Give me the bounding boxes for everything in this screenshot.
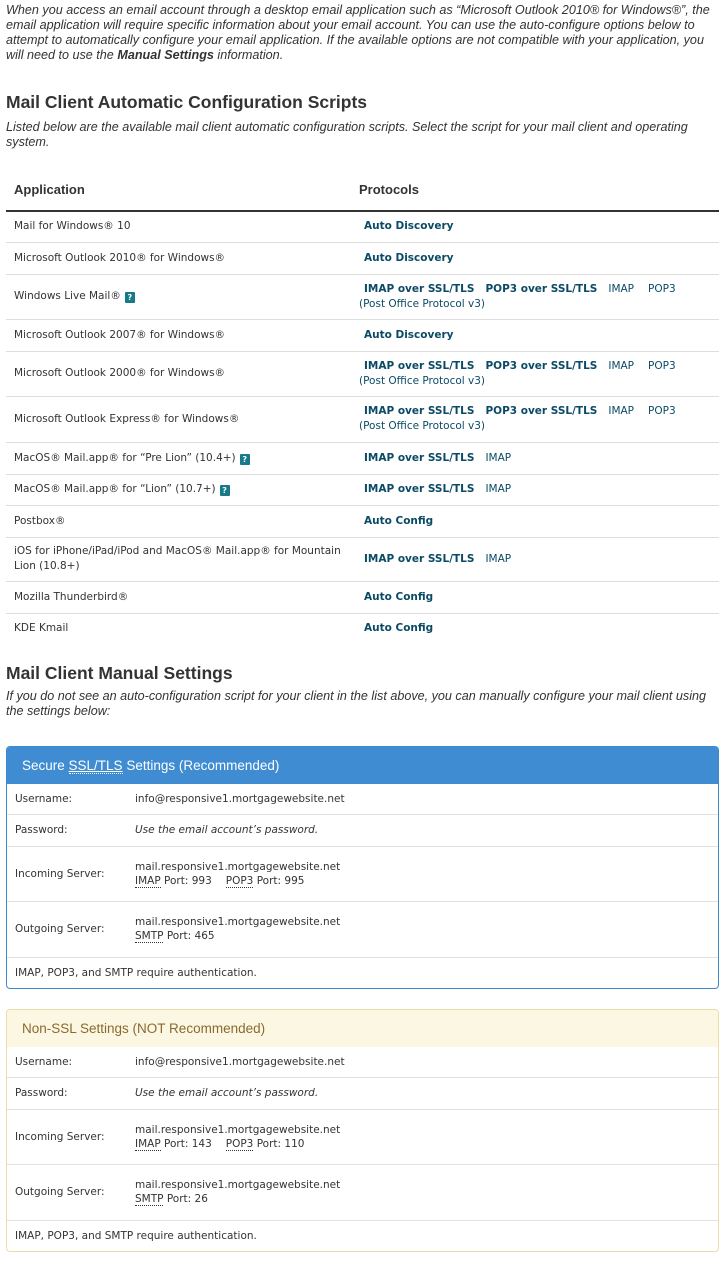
protocols-cell bbox=[351, 442, 719, 474]
imap-abbr: IMAP bbox=[135, 1137, 161, 1150]
app-name: Microsoft Outlook 2007® for Windows® bbox=[6, 319, 351, 351]
outgoing-value bbox=[127, 1164, 718, 1220]
help-icon[interactable]: ? bbox=[220, 485, 230, 496]
smtp-port: 26 bbox=[194, 1193, 208, 1205]
intro-paragraph bbox=[6, 3, 719, 63]
app-name: iOS for iPhone/iPad/iPod and MacOS® Mail.app® for Mountain Lion (10.8+) bbox=[6, 537, 351, 581]
app-name-cell bbox=[6, 442, 351, 474]
table-row bbox=[6, 474, 719, 505]
manual-settings-emphasis: Manual Settings bbox=[117, 48, 214, 62]
settings-row-incoming bbox=[7, 1109, 718, 1164]
table-row bbox=[6, 274, 719, 319]
password-value: Use the email account’s password. bbox=[127, 814, 718, 846]
outgoing-value bbox=[127, 901, 718, 957]
app-name: Windows Live Mail® bbox=[14, 290, 121, 302]
secure-settings-panel bbox=[6, 746, 719, 989]
protocols-cell bbox=[351, 351, 719, 396]
column-header-protocols: Protocols bbox=[351, 180, 719, 211]
port-label: Port: bbox=[163, 930, 195, 942]
port-label: Port: bbox=[163, 1193, 195, 1205]
outgoing-host: mail.responsive1.mortgagewebsite.net bbox=[135, 1179, 341, 1191]
manual-settings-description: If you do not see an auto-configuration script for your client in the list above, you can manually configure your mail client using the settings below: bbox=[6, 689, 707, 718]
app-name: Microsoft Outlook Express® for Windows® bbox=[6, 396, 351, 442]
panel-title-prefix: Secure bbox=[22, 758, 69, 773]
imap-link[interactable]: IMAP bbox=[485, 483, 512, 495]
app-name: Postbox® bbox=[6, 505, 351, 537]
settings-row-username bbox=[7, 784, 718, 814]
help-icon[interactable]: ? bbox=[125, 292, 135, 303]
incoming-label: Incoming Server: bbox=[7, 1109, 127, 1164]
imap-port: 993 bbox=[191, 874, 212, 887]
protocols-cell bbox=[351, 319, 719, 351]
auto-discovery-link[interactable]: Auto Discovery bbox=[364, 328, 454, 341]
protocols-cell bbox=[351, 274, 719, 319]
auto-config-link[interactable]: Auto Config bbox=[364, 514, 434, 527]
settings-row-outgoing bbox=[7, 901, 718, 957]
port-label: Port: bbox=[160, 1137, 192, 1150]
imap-link[interactable]: IMAP bbox=[485, 552, 512, 565]
panel-title-suffix: Settings (Recommended) bbox=[122, 758, 280, 773]
imap-ssl-link[interactable]: IMAP over SSL/TLS bbox=[364, 552, 475, 565]
app-name: MacOS® Mail.app® for “Pre Lion” (10.4+) bbox=[14, 451, 236, 464]
table-row bbox=[6, 581, 719, 613]
imap-abbr: IMAP bbox=[135, 874, 161, 887]
username-label: Username: bbox=[15, 1055, 73, 1068]
non-ssl-settings-panel bbox=[6, 1009, 719, 1252]
app-name: KDE Kmail bbox=[6, 613, 351, 644]
username-label: Username: bbox=[15, 792, 73, 805]
username-value: info@responsive1.mortgagewebsite.net bbox=[135, 792, 345, 805]
imap-ssl-link[interactable]: IMAP over SSL/TLS bbox=[364, 451, 475, 464]
auto-config-link[interactable]: Auto Config bbox=[364, 590, 434, 603]
table-row bbox=[6, 319, 719, 351]
pop3-port: 110 bbox=[284, 1137, 305, 1150]
auto-config-description: Listed below are the available mail client automatic configuration scripts. Select the script for your mail client and operating system. bbox=[6, 120, 688, 149]
table-row bbox=[6, 396, 719, 442]
outgoing-host: mail.responsive1.mortgagewebsite.net bbox=[135, 916, 341, 928]
settings-row-outgoing bbox=[7, 1164, 718, 1220]
settings-row-password bbox=[7, 1077, 718, 1109]
password-label: Password: bbox=[7, 1077, 127, 1109]
settings-row-username bbox=[7, 1047, 718, 1077]
table-row bbox=[6, 242, 719, 274]
intro-text-end: information. bbox=[213, 48, 284, 62]
pop3-description: (Post Office Protocol v3) bbox=[359, 297, 486, 310]
incoming-label: Incoming Server: bbox=[7, 846, 127, 901]
protocols-cell bbox=[351, 474, 719, 505]
imap-link[interactable]: IMAP bbox=[608, 282, 635, 295]
ssl-tls-abbr: SSL/TLS bbox=[68, 758, 123, 773]
port-label: Port: bbox=[160, 874, 192, 887]
app-name: MacOS® Mail.app® for “Lion” (10.7+) bbox=[14, 483, 216, 495]
auth-note: IMAP, POP3, and SMTP require authentication. bbox=[7, 1220, 718, 1251]
auto-discovery-link[interactable]: Auto Discovery bbox=[364, 251, 454, 264]
outgoing-label: Outgoing Server: bbox=[7, 1164, 127, 1220]
pop3-link[interactable]: POP3 bbox=[648, 405, 676, 417]
imap-ssl-link[interactable]: IMAP over SSL/TLS bbox=[364, 483, 475, 495]
protocols-cell bbox=[351, 581, 719, 613]
incoming-value bbox=[127, 846, 718, 901]
pop3-ssl-link[interactable]: POP3 over SSL/TLS bbox=[485, 405, 598, 417]
smtp-abbr: SMTP bbox=[135, 1193, 164, 1205]
auth-note: IMAP, POP3, and SMTP require authentication. bbox=[7, 957, 718, 988]
auto-config-table bbox=[6, 180, 719, 644]
table-row bbox=[6, 211, 719, 242]
app-name: Microsoft Outlook 2000® for Windows® bbox=[6, 351, 351, 396]
auto-discovery-link[interactable]: Auto Discovery bbox=[364, 220, 454, 233]
pop3-ssl-link[interactable]: POP3 over SSL/TLS bbox=[485, 282, 598, 295]
help-icon[interactable]: ? bbox=[240, 454, 250, 465]
app-name: Mail for Windows® 10 bbox=[14, 220, 131, 233]
pop3-abbr: POP3 bbox=[225, 874, 254, 887]
secure-settings-table bbox=[7, 784, 718, 988]
protocols-cell bbox=[351, 613, 719, 644]
protocols-cell bbox=[351, 537, 719, 581]
table-row bbox=[6, 505, 719, 537]
incoming-host: mail.responsive1.mortgagewebsite.net bbox=[135, 1123, 341, 1136]
pop3-link[interactable]: POP3 bbox=[648, 282, 676, 295]
protocols-cell bbox=[351, 505, 719, 537]
outgoing-label: Outgoing Server: bbox=[7, 901, 127, 957]
imap-link[interactable]: IMAP bbox=[608, 359, 635, 372]
app-name-cell bbox=[6, 474, 351, 505]
imap-link[interactable]: IMAP bbox=[608, 405, 635, 417]
imap-ssl-link[interactable]: IMAP over SSL/TLS bbox=[364, 405, 475, 417]
protocols-cell bbox=[351, 396, 719, 442]
imap-port: 143 bbox=[191, 1137, 212, 1150]
port-label: Port: bbox=[253, 874, 285, 887]
auto-config-heading: Mail Client Automatic Configuration Scripts bbox=[6, 92, 368, 112]
settings-row-note bbox=[7, 1220, 718, 1251]
column-header-application: Application bbox=[6, 180, 351, 211]
imap-link[interactable]: IMAP bbox=[485, 451, 512, 464]
settings-row-note bbox=[7, 957, 718, 988]
smtp-port: 465 bbox=[194, 930, 215, 942]
port-label: Port: bbox=[253, 1137, 285, 1150]
pop3-description: (Post Office Protocol v3) bbox=[359, 420, 486, 432]
intro-text: When you access an email account through a desktop email application such as “Microsoft Outlook 2010® for Windows®”, the email application will require specific information about your email account. You can use the auto-configure options below to attempt to automatically configure your email application. If the available options are not compatible with your application, you will need to use the bbox=[6, 3, 710, 62]
imap-ssl-link[interactable]: IMAP over SSL/TLS bbox=[364, 359, 475, 372]
username-value: info@responsive1.mortgagewebsite.net bbox=[135, 1055, 345, 1068]
incoming-host: mail.responsive1.mortgagewebsite.net bbox=[135, 860, 341, 873]
table-row bbox=[6, 442, 719, 474]
incoming-value bbox=[127, 1109, 718, 1164]
protocols-cell bbox=[351, 242, 719, 274]
password-label: Password: bbox=[7, 814, 127, 846]
smtp-abbr: SMTP bbox=[135, 930, 164, 942]
pop3-port: 995 bbox=[284, 874, 305, 887]
app-name: Mozilla Thunderbird® bbox=[6, 581, 351, 613]
imap-ssl-link[interactable]: IMAP over SSL/TLS bbox=[364, 282, 475, 295]
password-value: Use the email account’s password. bbox=[127, 1077, 718, 1109]
auto-config-link[interactable]: Auto Config bbox=[364, 622, 434, 635]
table-row bbox=[6, 537, 719, 581]
protocols-cell bbox=[351, 211, 719, 242]
pop3-link[interactable]: POP3 bbox=[648, 359, 676, 372]
app-name: Microsoft Outlook 2010® for Windows® bbox=[6, 242, 351, 274]
app-name-cell bbox=[6, 274, 351, 319]
non-ssl-settings-header: Non-SSL Settings (NOT Recommended) bbox=[7, 1010, 718, 1047]
table-header-row bbox=[6, 180, 719, 211]
secure-settings-header bbox=[7, 747, 718, 784]
table-row bbox=[6, 613, 719, 644]
settings-row-incoming bbox=[7, 846, 718, 901]
table-row bbox=[6, 351, 719, 396]
pop3-ssl-link[interactable]: POP3 over SSL/TLS bbox=[485, 359, 598, 372]
pop3-abbr: POP3 bbox=[225, 1137, 254, 1150]
non-ssl-settings-table bbox=[7, 1047, 718, 1251]
manual-settings-heading: Mail Client Manual Settings bbox=[6, 663, 233, 683]
settings-row-password bbox=[7, 814, 718, 846]
pop3-description: (Post Office Protocol v3) bbox=[359, 374, 486, 387]
